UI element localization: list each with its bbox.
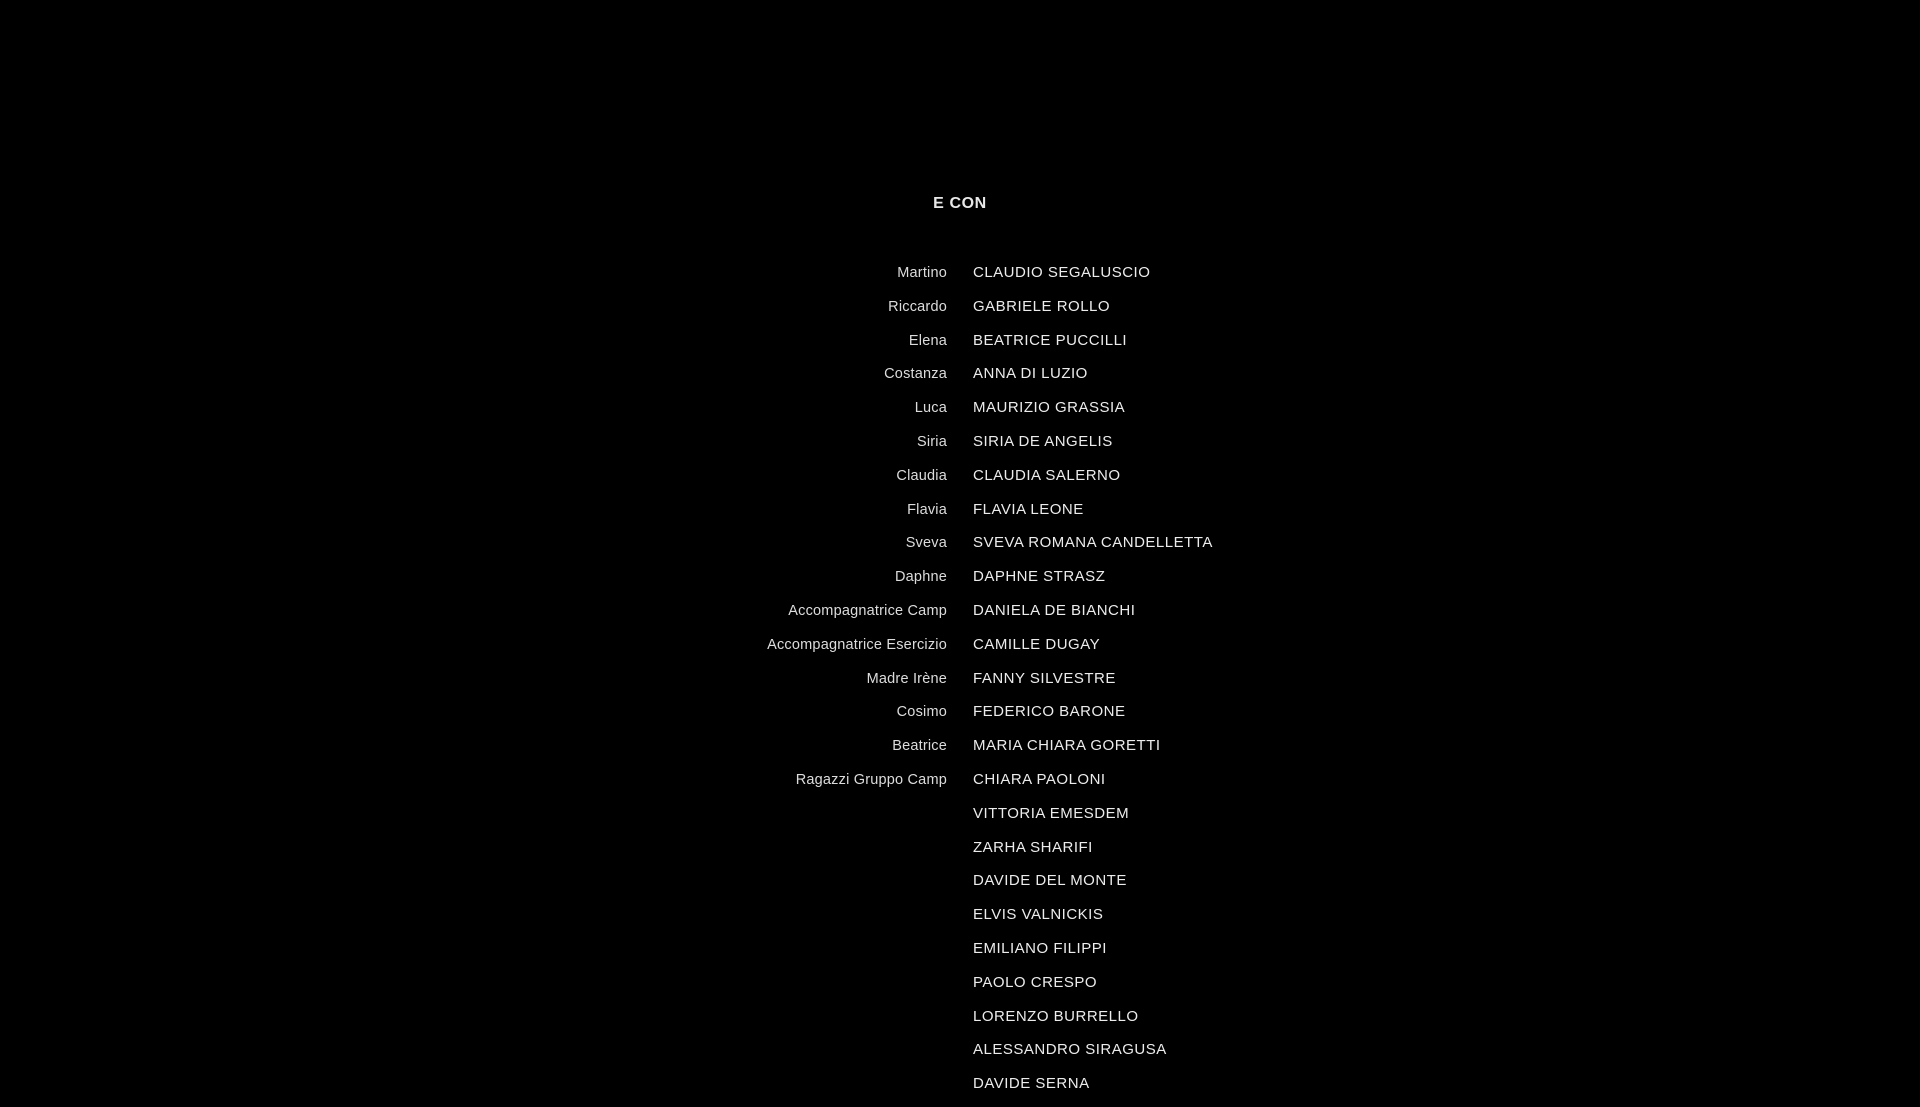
actor-name: DAPHNE STRASZ	[973, 568, 1106, 586]
actor-name: SVEVA ROMANA CANDELLETTA	[973, 534, 1213, 552]
cast-row	[0, 837, 1920, 871]
cast-row	[0, 532, 1920, 566]
cast-row	[0, 634, 1920, 668]
cast-row	[0, 870, 1920, 904]
cast-row	[0, 465, 1920, 499]
actor-name: EMILIANO FILIPPI	[973, 939, 1107, 957]
cast-list	[0, 262, 1920, 1107]
actor-name: MARIA CHIARA GORETTI	[973, 737, 1161, 755]
cast-row	[0, 668, 1920, 702]
cast-row	[0, 735, 1920, 769]
cast-row	[0, 363, 1920, 397]
actor-name: MAURIZIO GRASSIA	[973, 399, 1126, 417]
cast-row	[0, 803, 1920, 837]
role-name: Ragazzi Gruppo Camp	[795, 771, 947, 788]
cast-row	[0, 566, 1920, 600]
cast-row	[0, 397, 1920, 431]
actor-name: VITTORIA EMESDEM	[973, 804, 1130, 822]
role-name: Daphne	[895, 569, 947, 586]
actor-name: CAMILLE DUGAY	[973, 635, 1101, 653]
cast-row	[0, 330, 1920, 364]
actor-name: FEDERICO BARONE	[973, 703, 1126, 721]
cast-row	[0, 600, 1920, 634]
actor-name: BEATRICE PUCCILLI	[973, 331, 1128, 349]
actor-name: CHIARA PAOLONI	[973, 770, 1106, 788]
actor-name: ANNA DI LUZIO	[973, 365, 1088, 383]
cast-row	[0, 938, 1920, 972]
role-name: Beatrice	[892, 738, 947, 755]
cast-row	[0, 1006, 1920, 1040]
cast-row	[0, 769, 1920, 803]
actor-name: LORENZO BURRELLO	[973, 1007, 1139, 1025]
role-name: Claudia	[896, 467, 947, 484]
section-heading	[0, 193, 1920, 215]
cast-row	[0, 972, 1920, 1006]
cast-row	[0, 431, 1920, 465]
actor-name: DANIELA DE BIANCHI	[973, 601, 1136, 619]
actor-name: DAVIDE SERNA	[973, 1075, 1090, 1093]
role-name: Flavia	[907, 501, 947, 518]
role-name: Madre Irène	[866, 670, 947, 687]
cast-row	[0, 1039, 1920, 1073]
actor-name: ALESSANDRO SIRAGUSA	[973, 1041, 1167, 1059]
cast-row	[0, 499, 1920, 533]
role-name: Accompagnatrice Camp	[788, 602, 947, 619]
actor-name: FANNY SILVESTRE	[973, 669, 1116, 687]
actor-name: ZARHA SHARIFI	[973, 838, 1093, 856]
section-heading-text: E CON	[933, 195, 987, 212]
actor-name: CLAUDIA SALERNO	[973, 466, 1121, 484]
actor-name: ELVIS VALNICKIS	[973, 906, 1104, 924]
role-name: Costanza	[884, 366, 947, 383]
actor-name: FLAVIA LEONE	[973, 500, 1084, 518]
role-name: Sveva	[905, 535, 947, 552]
actor-name: DAVIDE DEL MONTE	[973, 872, 1127, 890]
role-name: Accompagnatrice Esercizio	[767, 636, 947, 653]
cast-row	[0, 701, 1920, 735]
actor-name: PAOLO CRESPO	[973, 973, 1098, 991]
cast-row	[0, 904, 1920, 938]
actor-name: SIRIA DE ANGELIS	[973, 432, 1113, 450]
role-name: Cosimo	[896, 704, 947, 721]
actor-name: GABRIELE ROLLO	[973, 297, 1111, 315]
role-name: Luca	[914, 400, 947, 417]
role-name: Siria	[916, 433, 947, 450]
cast-row	[0, 1073, 1920, 1107]
cast-row	[0, 296, 1920, 330]
role-name: Martino	[897, 265, 947, 281]
role-name: Elena	[908, 332, 947, 349]
cast-row	[0, 262, 1920, 296]
role-name: Riccardo	[888, 298, 947, 315]
actor-name: CLAUDIO SEGALUSCIO	[973, 264, 1151, 281]
